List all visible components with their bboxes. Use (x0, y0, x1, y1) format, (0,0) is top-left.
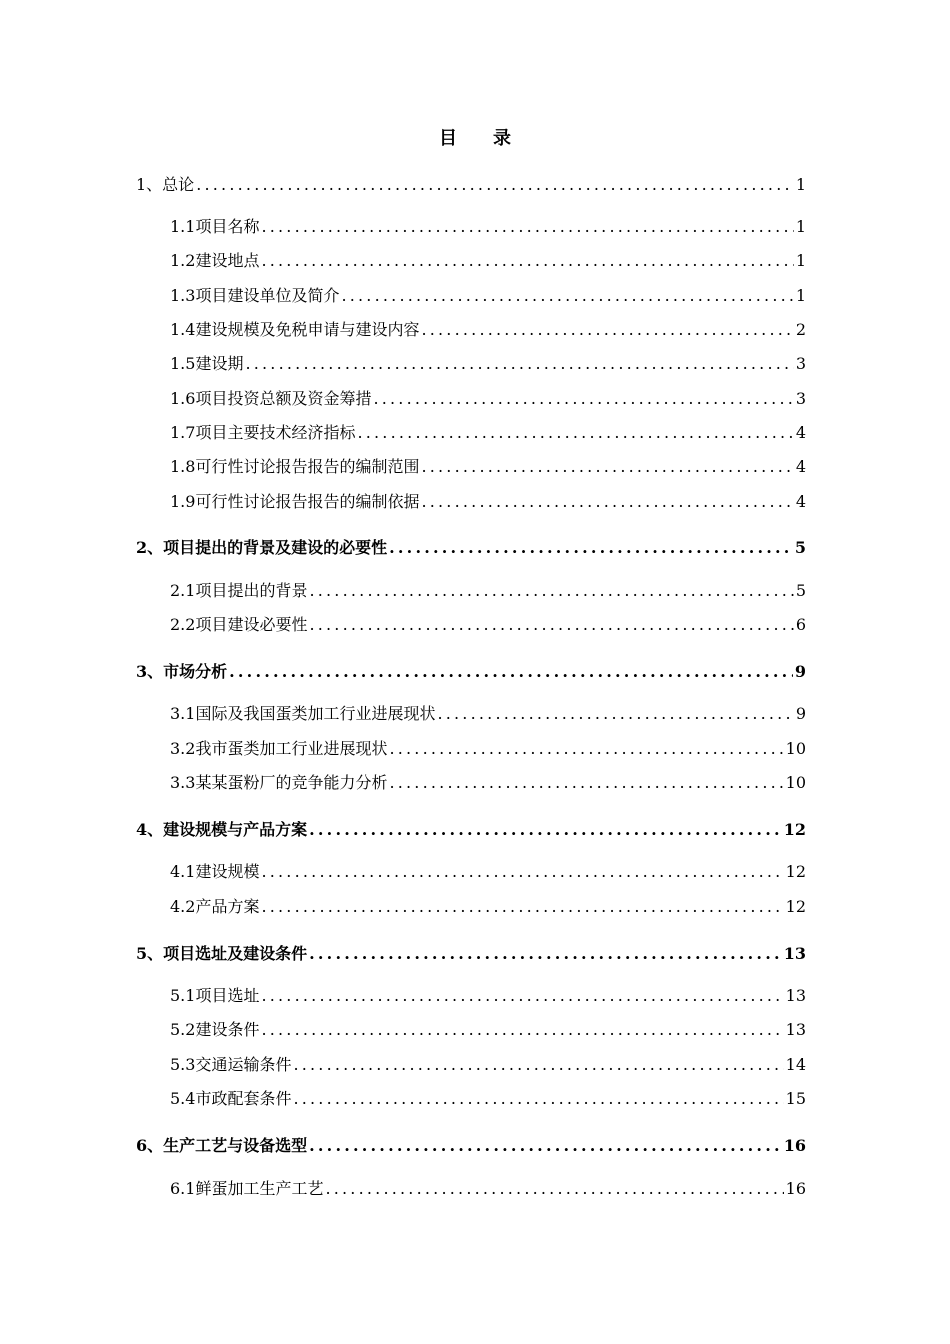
toc-entry-title: 1、总论 (136, 175, 195, 194)
toc-dot-leader (309, 1135, 782, 1157)
toc-dot-leader (325, 1178, 783, 1200)
toc-dot-leader (421, 491, 793, 513)
toc-dot-leader (309, 819, 782, 841)
toc-dot-leader (293, 1054, 783, 1076)
toc-page-number: 1 (795, 217, 806, 236)
toc-entry-title: 3.2我市蛋类加工行业进展现状 (170, 739, 388, 758)
toc-entry-title: 2、项目提出的背景及建设的必要性 (136, 538, 388, 557)
toc-page-number: 3 (795, 354, 806, 373)
toc-entry-title: 5.4市政配套条件 (170, 1089, 292, 1108)
toc-dot-leader (421, 456, 793, 478)
toc-entry-title: 1.3项目建设单位及简介 (170, 286, 340, 305)
toc-entry-title: 5.2建设条件 (170, 1020, 260, 1039)
toc-section-entry (170, 491, 806, 513)
toc-entry-title: 1.9可行性讨论报告报告的编制依据 (170, 492, 420, 511)
toc-page-number: 12 (785, 897, 806, 916)
toc-page-number: 4 (795, 423, 806, 442)
toc-section-entry (170, 861, 806, 883)
toc-chapter-entry (136, 537, 806, 559)
toc-title (0, 124, 950, 150)
toc-section-entry (170, 772, 806, 794)
toc-page-number: 4 (795, 492, 806, 511)
toc-section-entry (170, 1088, 806, 1110)
toc-dot-leader (437, 703, 793, 725)
toc-entry-title: 1.6项目投资总额及资金筹措 (170, 389, 372, 408)
toc-page-number: 12 (783, 820, 806, 839)
toc-page-number: 9 (795, 704, 806, 723)
toc-section-entry (170, 614, 806, 636)
toc-dot-leader (389, 537, 793, 559)
toc-entry-title: 1.2建设地点 (170, 251, 260, 270)
toc-page-number: 5 (795, 581, 806, 600)
toc-chapter-entry (136, 819, 806, 841)
toc-dot-leader (261, 861, 783, 883)
toc-page-number: 13 (783, 944, 806, 963)
toc-entry-title: 4、建设规模与产品方案 (136, 820, 308, 839)
toc-page-number: 1 (795, 286, 806, 305)
toc-page-number: 16 (785, 1179, 806, 1198)
toc-section-entry (170, 422, 806, 444)
toc-section-entry (170, 456, 806, 478)
toc-dot-leader (389, 738, 783, 760)
toc-page-number: 6 (795, 615, 806, 634)
toc-title-char-2: 录 (493, 128, 511, 149)
toc-page-number: 13 (785, 1020, 806, 1039)
toc-entry-title: 4.2产品方案 (170, 897, 260, 916)
toc-entry-title: 6、生产工艺与设备选型 (136, 1136, 308, 1155)
toc-entry-title: 5、项目选址及建设条件 (136, 944, 308, 963)
toc-dot-leader (341, 285, 793, 307)
toc-section-entry (170, 250, 806, 272)
toc-page-number: 2 (795, 320, 806, 339)
toc-section-entry (170, 1019, 806, 1041)
toc-dot-leader (309, 614, 793, 636)
toc-dot-leader (261, 1019, 783, 1041)
toc-entry-title: 6.1鲜蛋加工生产工艺 (170, 1179, 324, 1198)
toc-entry-title: 1.8可行性讨论报告报告的编制范围 (170, 457, 420, 476)
toc-entry-title: 2.2项目建设必要性 (170, 615, 308, 634)
toc-entry-title: 3、市场分析 (136, 662, 228, 681)
toc-dot-leader (261, 216, 793, 238)
toc-entry-title: 5.3交通运输条件 (170, 1055, 292, 1074)
toc-dot-leader (357, 422, 793, 444)
toc-entry-title: 4.1建设规模 (170, 862, 260, 881)
toc-title-char-1: 目 (439, 128, 457, 149)
toc-page-number: 14 (785, 1055, 806, 1074)
toc-page-number: 13 (785, 986, 806, 1005)
toc-page-number: 4 (795, 457, 806, 476)
toc-section-entry (170, 1178, 806, 1200)
toc-entry-title: 3.3某某蛋粉厂的竞争能力分析 (170, 773, 388, 792)
toc-page-number: 1 (795, 175, 806, 194)
toc-section-entry (170, 738, 806, 760)
toc-page-number: 1 (795, 251, 806, 270)
toc-page-number: 9 (794, 662, 806, 681)
toc-chapter-entry (136, 1135, 806, 1157)
toc-page-number: 10 (785, 773, 806, 792)
toc-section-entry (170, 216, 806, 238)
toc-dot-leader (373, 388, 793, 410)
toc-section-entry (170, 388, 806, 410)
toc-section-entry (170, 985, 806, 1007)
toc-dot-leader (261, 896, 783, 918)
toc-chapter-entry (136, 661, 806, 683)
toc-page-number: 12 (785, 862, 806, 881)
toc-section-entry (170, 353, 806, 375)
toc-dot-leader (421, 319, 793, 341)
toc-section-entry (170, 896, 806, 918)
toc-chapter-entry (136, 943, 806, 965)
toc-section-entry (170, 580, 806, 602)
toc-page-number: 5 (794, 538, 806, 557)
toc-page-number: 16 (783, 1136, 806, 1155)
toc-entry-title: 1.7项目主要技术经济指标 (170, 423, 356, 442)
toc-entry-title: 5.1项目选址 (170, 986, 260, 1005)
toc-page-number: 3 (795, 389, 806, 408)
toc-dot-leader (309, 943, 782, 965)
toc-section-entry (170, 285, 806, 307)
toc-dot-leader (261, 985, 783, 1007)
toc-dot-leader (229, 661, 793, 683)
toc-entry-title: 2.1项目提出的背景 (170, 581, 308, 600)
toc-dot-leader (261, 250, 793, 272)
toc-page-number: 15 (785, 1089, 806, 1108)
toc-section-entry (170, 703, 806, 725)
toc-dot-leader (389, 772, 783, 794)
toc-section-entry (170, 1054, 806, 1076)
toc-entry-title: 3.1国际及我国蛋类加工行业进展现状 (170, 704, 436, 723)
toc-dot-leader (196, 174, 794, 196)
toc-entry-title: 1.4建设规模及免税申请与建设内容 (170, 320, 420, 339)
toc-entry-title: 1.1项目名称 (170, 217, 260, 236)
toc-chapter-entry (136, 174, 806, 196)
toc-dot-leader (245, 353, 793, 375)
toc-page-number: 10 (785, 739, 806, 758)
toc-section-entry (170, 319, 806, 341)
toc-dot-leader (309, 580, 793, 602)
toc-entry-title: 1.5建设期 (170, 354, 244, 373)
toc-dot-leader (293, 1088, 783, 1110)
